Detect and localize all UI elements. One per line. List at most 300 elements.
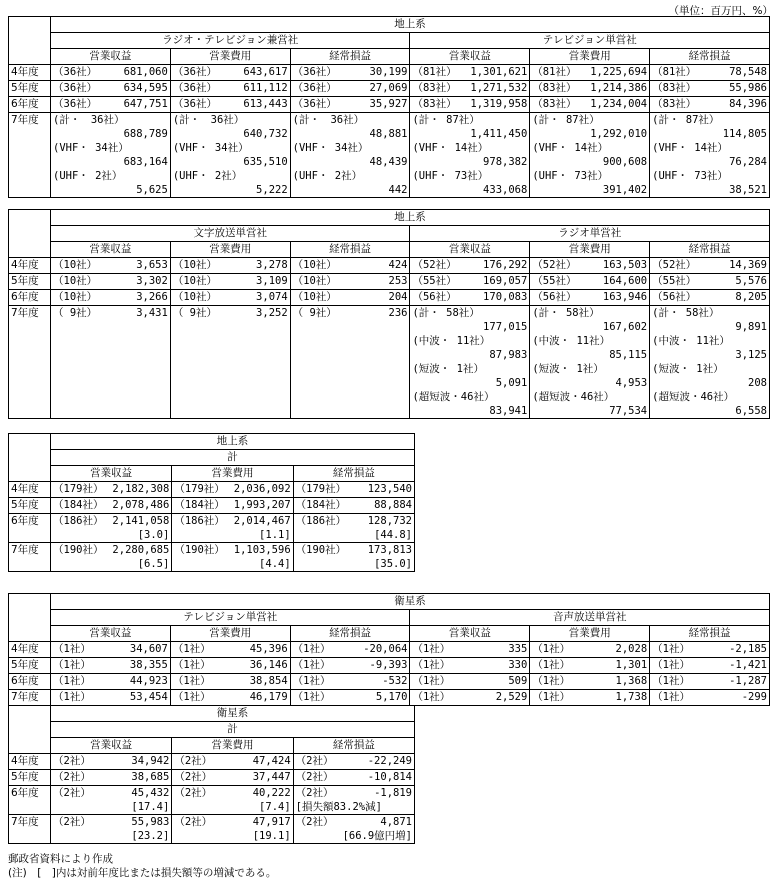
company-count: （36社） <box>172 82 217 94</box>
cell-line <box>652 65 767 79</box>
amount: 55,986 <box>729 82 767 94</box>
table-row <box>9 113 770 198</box>
cell-line <box>412 404 527 418</box>
cell-line <box>296 528 412 542</box>
amount: 169,057 <box>483 275 528 287</box>
amount: -9,393 <box>369 659 408 671</box>
data-cell <box>51 258 171 274</box>
company-count: (中波・ 11社） <box>412 335 491 347</box>
col-header-expense: 営業費用 <box>172 738 293 754</box>
data-cell <box>170 674 290 690</box>
corner-cell <box>9 434 51 482</box>
amount: 1,214,386 <box>590 82 648 94</box>
cell-line <box>173 81 288 95</box>
table-row <box>9 306 770 419</box>
year-label: 6年度 <box>9 674 51 690</box>
col-header-revenue: 営業収益 <box>410 49 530 65</box>
company-count: （1社） <box>532 675 571 687</box>
company-count: （56社） <box>652 291 697 303</box>
table-row <box>9 770 415 786</box>
company-count: (計・ 36社） <box>53 114 125 126</box>
corner-cell <box>9 594 51 642</box>
company-count: （ 9社） <box>53 307 98 319</box>
amount: 38,521 <box>729 184 767 196</box>
amount: 978,382 <box>483 156 528 168</box>
cell-line <box>293 141 408 155</box>
amount: -2,185 <box>729 643 767 655</box>
cell-line <box>412 658 527 672</box>
amount: -1,421 <box>729 659 767 671</box>
data-cell <box>290 274 410 290</box>
data-cell <box>51 65 171 81</box>
company-count: （186社） <box>174 515 225 527</box>
cell-line <box>53 815 169 829</box>
company-count: (UHF・ 73社） <box>412 170 489 182</box>
cell-line <box>412 274 527 288</box>
amount: 1,738 <box>615 691 648 703</box>
cell-line <box>53 482 169 496</box>
table-row <box>9 690 770 706</box>
amount: 613,443 <box>243 98 288 110</box>
amount: 77,534 <box>609 405 648 417</box>
data-cell <box>293 754 414 770</box>
cell-line <box>532 658 647 672</box>
header-row-group <box>9 226 770 242</box>
data-cell <box>530 690 650 706</box>
company-count: （1社） <box>412 643 451 655</box>
amount: 37,447 <box>252 771 291 783</box>
cell-line <box>296 800 412 814</box>
cell-line <box>293 97 408 111</box>
data-cell <box>51 690 171 706</box>
company-count: （1社） <box>532 643 571 655</box>
cell-line <box>53 127 168 141</box>
company-count: (計・ 58社） <box>652 307 720 319</box>
company-count: (中波・ 11社） <box>652 335 730 347</box>
cell-line <box>652 113 767 127</box>
cell-line <box>53 155 168 169</box>
data-cell <box>650 81 770 97</box>
table-row <box>9 290 770 306</box>
data-cell <box>410 81 530 97</box>
amount: -22,249 <box>367 755 412 767</box>
amount: 76,284 <box>729 156 767 168</box>
company-count: （1社） <box>172 675 211 687</box>
amount: 634,595 <box>123 82 168 94</box>
company-count: （83社） <box>652 98 697 110</box>
company-count: （56社） <box>412 291 457 303</box>
year-label: 5年度 <box>9 274 51 290</box>
amount: 170,083 <box>483 291 528 303</box>
amount: 391,402 <box>602 184 648 196</box>
amount: 40,222 <box>252 787 291 799</box>
cell-line <box>53 183 168 197</box>
year-label: 5年度 <box>9 498 51 514</box>
company-count: （1社） <box>172 691 211 703</box>
cell-line <box>532 290 647 304</box>
data-cell <box>293 770 414 786</box>
company-count: （190社） <box>53 544 104 556</box>
cell-line <box>652 258 767 272</box>
amount: 3,431 <box>136 307 168 319</box>
cell-line <box>532 183 647 197</box>
cell-line <box>53 274 168 288</box>
amount: 167,602 <box>602 321 648 333</box>
cell-line <box>53 141 168 155</box>
amount: 84,396 <box>729 98 767 110</box>
amount: 38,355 <box>129 659 168 671</box>
amount: 1,301 <box>615 659 648 671</box>
amount: 4,953 <box>615 377 648 389</box>
amount: 3,252 <box>256 307 288 319</box>
cell-line <box>53 800 169 814</box>
company-count: (計・ 87社） <box>652 114 720 126</box>
company-count: (VHF・ 14社） <box>652 142 728 154</box>
amount: 163,503 <box>602 259 648 271</box>
cell-line <box>412 155 527 169</box>
company-count: （179社） <box>174 483 225 495</box>
col-header-expense: 営業費用 <box>530 626 650 642</box>
table-row <box>9 97 770 113</box>
amount: -532 <box>382 675 408 687</box>
cell-line <box>532 390 647 404</box>
group-header: 計 <box>51 450 415 466</box>
company-count: (中波・ 11社） <box>532 335 611 347</box>
amount: 1,103,596 <box>233 544 291 556</box>
amount: 2,078,486 <box>112 499 170 511</box>
data-cell <box>293 482 414 498</box>
company-count: （1社） <box>53 659 91 671</box>
data-cell <box>290 674 410 690</box>
cell-line <box>532 306 647 320</box>
cell-line <box>174 528 290 542</box>
satellite-total-table <box>8 705 415 844</box>
cell-line <box>173 274 288 288</box>
company-count: （2社） <box>174 787 213 799</box>
data-cell <box>170 642 290 658</box>
company-count: (超短波・46社） <box>412 391 495 403</box>
company-count: （2社） <box>295 771 334 783</box>
amount: 34,607 <box>129 643 168 655</box>
notes <box>8 852 276 880</box>
corner-cell <box>9 706 51 754</box>
company-count: （83社） <box>412 98 457 110</box>
year-label: 5年度 <box>9 658 51 674</box>
data-cell <box>172 754 293 770</box>
data-cell <box>170 306 290 419</box>
amount: 85,115 <box>609 349 648 361</box>
cell-line <box>652 155 767 169</box>
terrestrial-total-table <box>8 433 415 572</box>
company-count: （1社） <box>652 675 690 687</box>
amount: 163,946 <box>602 291 648 303</box>
table-row <box>9 258 770 274</box>
cell-line <box>174 557 290 571</box>
company-count: （190社） <box>295 544 347 556</box>
header-row-system <box>9 594 770 610</box>
company-count: （1社） <box>292 643 331 655</box>
data-cell <box>172 770 293 786</box>
system-header: 衛星系 <box>51 594 770 610</box>
company-count: （1社） <box>532 659 571 671</box>
company-count: （1社） <box>412 675 451 687</box>
cell-line <box>53 829 169 843</box>
year-label: 4年度 <box>9 642 51 658</box>
cell-line <box>532 169 647 183</box>
data-cell <box>290 658 410 674</box>
amount: 1,234,004 <box>590 98 648 110</box>
amount: 3,074 <box>256 291 288 303</box>
company-count: （2社） <box>174 771 213 783</box>
data-cell <box>290 113 410 198</box>
cell-line <box>412 674 527 688</box>
company-count: （52社） <box>412 259 457 271</box>
data-cell <box>410 658 530 674</box>
data-cell <box>51 754 172 770</box>
year-label: 6年度 <box>9 97 51 113</box>
amount: 681,060 <box>123 66 168 78</box>
amount: 1,411,450 <box>470 128 528 140</box>
cell-line <box>412 65 527 79</box>
cell-line <box>412 334 527 348</box>
year-label: 4年度 <box>9 482 51 498</box>
cell-line <box>174 770 290 784</box>
data-cell <box>530 97 650 113</box>
data-cell <box>170 258 290 274</box>
cell-line <box>53 528 169 542</box>
cell-line <box>293 258 408 272</box>
company-count: （83社） <box>652 82 697 94</box>
cell-line <box>173 183 288 197</box>
cell-line <box>293 274 408 288</box>
cell-line <box>296 543 412 557</box>
data-cell <box>530 274 650 290</box>
data-cell <box>51 306 171 419</box>
data-cell <box>410 97 530 113</box>
data-cell <box>410 65 530 81</box>
amount: [1.1] <box>259 529 291 541</box>
cell-line <box>532 127 647 141</box>
amount: 123,540 <box>367 483 412 495</box>
company-count: （1社） <box>53 643 91 655</box>
header-row-system <box>9 706 415 722</box>
cell-line <box>173 155 288 169</box>
company-count: （1社） <box>53 691 91 703</box>
company-count: （55社） <box>412 275 457 287</box>
col-header-revenue: 営業収益 <box>51 49 171 65</box>
cell-line <box>53 290 168 304</box>
table-row <box>9 65 770 81</box>
amount: 643,617 <box>243 66 288 78</box>
amount: 47,917 <box>252 816 291 828</box>
company-count: （2社） <box>53 755 91 767</box>
amount: [44.8] <box>374 529 412 541</box>
year-label: 7年度 <box>9 815 51 844</box>
company-count: (計・ 36社） <box>172 114 245 126</box>
data-cell <box>51 786 172 815</box>
cell-line <box>296 754 412 768</box>
company-count: （2社） <box>174 755 213 767</box>
data-cell <box>530 258 650 274</box>
cell-line <box>53 113 168 127</box>
table-row <box>9 674 770 690</box>
data-cell <box>293 815 414 844</box>
col-header-profit: 経常損益 <box>650 242 770 258</box>
cell-line <box>652 306 767 320</box>
cell-line <box>173 113 288 127</box>
cell-line <box>293 113 408 127</box>
company-count: (VHF・ 34社） <box>292 142 369 154</box>
cell-line <box>173 658 288 672</box>
company-count: [損失額83.2%減] <box>295 801 382 813</box>
data-cell <box>51 658 171 674</box>
amount: 2,036,092 <box>233 483 291 495</box>
cell-line <box>652 97 767 111</box>
data-cell <box>172 786 293 815</box>
data-cell <box>410 274 530 290</box>
cell-line <box>293 65 408 79</box>
cell-line <box>532 376 647 390</box>
table-row <box>9 543 415 572</box>
amount: 36,146 <box>249 659 288 671</box>
cell-line <box>532 274 647 288</box>
table-row <box>9 81 770 97</box>
data-cell <box>51 674 171 690</box>
cell-line <box>173 169 288 183</box>
cell-line <box>412 141 527 155</box>
cell-line <box>293 183 408 197</box>
data-cell <box>650 642 770 658</box>
data-cell <box>51 97 171 113</box>
system-header: 地上系 <box>51 210 770 226</box>
cell-line <box>532 642 647 656</box>
company-count: （2社） <box>295 816 334 828</box>
amount: 45,432 <box>131 787 170 799</box>
cell-line <box>412 642 527 656</box>
data-cell <box>650 306 770 419</box>
header-row-system <box>9 434 415 450</box>
amount: 14,369 <box>729 259 767 271</box>
data-cell <box>530 290 650 306</box>
cell-line <box>173 141 288 155</box>
col-header-profit: 経常損益 <box>290 626 410 642</box>
cell-line <box>412 81 527 95</box>
cell-line <box>53 498 169 512</box>
amount: 46,179 <box>249 691 288 703</box>
company-count: （10社） <box>292 291 337 303</box>
data-cell <box>290 258 410 274</box>
data-cell <box>650 274 770 290</box>
cell-line <box>412 127 527 141</box>
company-count: （56社） <box>532 291 577 303</box>
system-header: 地上系 <box>51 17 770 33</box>
cell-line <box>532 690 647 704</box>
company-count: (計・ 36社） <box>292 114 365 126</box>
cell-line <box>53 65 168 79</box>
data-cell <box>410 690 530 706</box>
amount: 1,301,621 <box>470 66 528 78</box>
amount: 611,112 <box>243 82 288 94</box>
amount: [17.4] <box>131 801 170 813</box>
year-label: 4年度 <box>9 65 51 81</box>
data-cell <box>170 690 290 706</box>
company-count: （190社） <box>174 544 225 556</box>
data-cell <box>410 642 530 658</box>
amount: [23.2] <box>131 830 170 842</box>
cell-line <box>173 642 288 656</box>
amount: 5,576 <box>735 275 767 287</box>
group-header: ラジオ・テレビジョン兼営社 <box>51 33 410 49</box>
amount: 1,292,010 <box>590 128 648 140</box>
cell-line <box>174 800 290 814</box>
amount: 48,439 <box>369 156 408 168</box>
cell-line <box>174 815 290 829</box>
company-count: （2社） <box>295 787 334 799</box>
amount: 635,510 <box>243 156 288 168</box>
col-header-profit: 経常損益 <box>650 626 770 642</box>
company-count: （81社） <box>532 66 577 78</box>
company-count: （2社） <box>53 771 91 783</box>
header-row-columns <box>9 49 770 65</box>
amount: 5,091 <box>495 377 528 389</box>
company-count: （ 9社） <box>172 307 217 319</box>
company-count: （ 9社） <box>292 307 337 319</box>
company-count: (計・ 87社） <box>532 114 600 126</box>
cell-line <box>173 65 288 79</box>
table-row <box>9 482 415 498</box>
data-cell <box>51 498 172 514</box>
company-count: （1社） <box>292 691 331 703</box>
cell-line <box>173 690 288 704</box>
amount: 204 <box>388 291 408 303</box>
data-cell <box>293 498 414 514</box>
company-count: (VHF・ 14社） <box>412 142 489 154</box>
cell-line <box>174 514 290 528</box>
amount: -10,814 <box>367 771 412 783</box>
data-cell <box>530 81 650 97</box>
amount: 3,302 <box>136 275 168 287</box>
col-header-revenue: 営業収益 <box>51 738 172 754</box>
col-header-expense: 営業費用 <box>530 49 650 65</box>
amount: 424 <box>388 259 408 271</box>
data-cell <box>530 658 650 674</box>
cell-line <box>174 829 290 843</box>
year-label: 4年度 <box>9 754 51 770</box>
col-header-profit: 経常損益 <box>650 49 770 65</box>
year-label: 7年度 <box>9 306 51 419</box>
group-header: ラジオ単営社 <box>410 226 770 242</box>
company-count: （55社） <box>532 275 577 287</box>
cell-line <box>532 362 647 376</box>
cell-line <box>293 306 408 320</box>
company-count: (超短波・46社） <box>652 391 735 403</box>
cell-line <box>53 169 168 183</box>
cell-line <box>293 658 408 672</box>
company-count: （1社） <box>412 691 451 703</box>
cell-line <box>293 81 408 95</box>
cell-line <box>652 348 767 362</box>
col-header-revenue: 営業収益 <box>51 626 171 642</box>
amount: 2,529 <box>495 691 528 703</box>
cell-line <box>293 155 408 169</box>
col-header-profit: 経常損益 <box>290 242 410 258</box>
amount: 88,884 <box>374 499 412 511</box>
cell-line <box>532 320 647 334</box>
year-label: 7年度 <box>9 113 51 198</box>
cell-line <box>532 674 647 688</box>
company-count: (UHF・ 73社） <box>532 170 609 182</box>
amount: 34,942 <box>131 755 170 767</box>
